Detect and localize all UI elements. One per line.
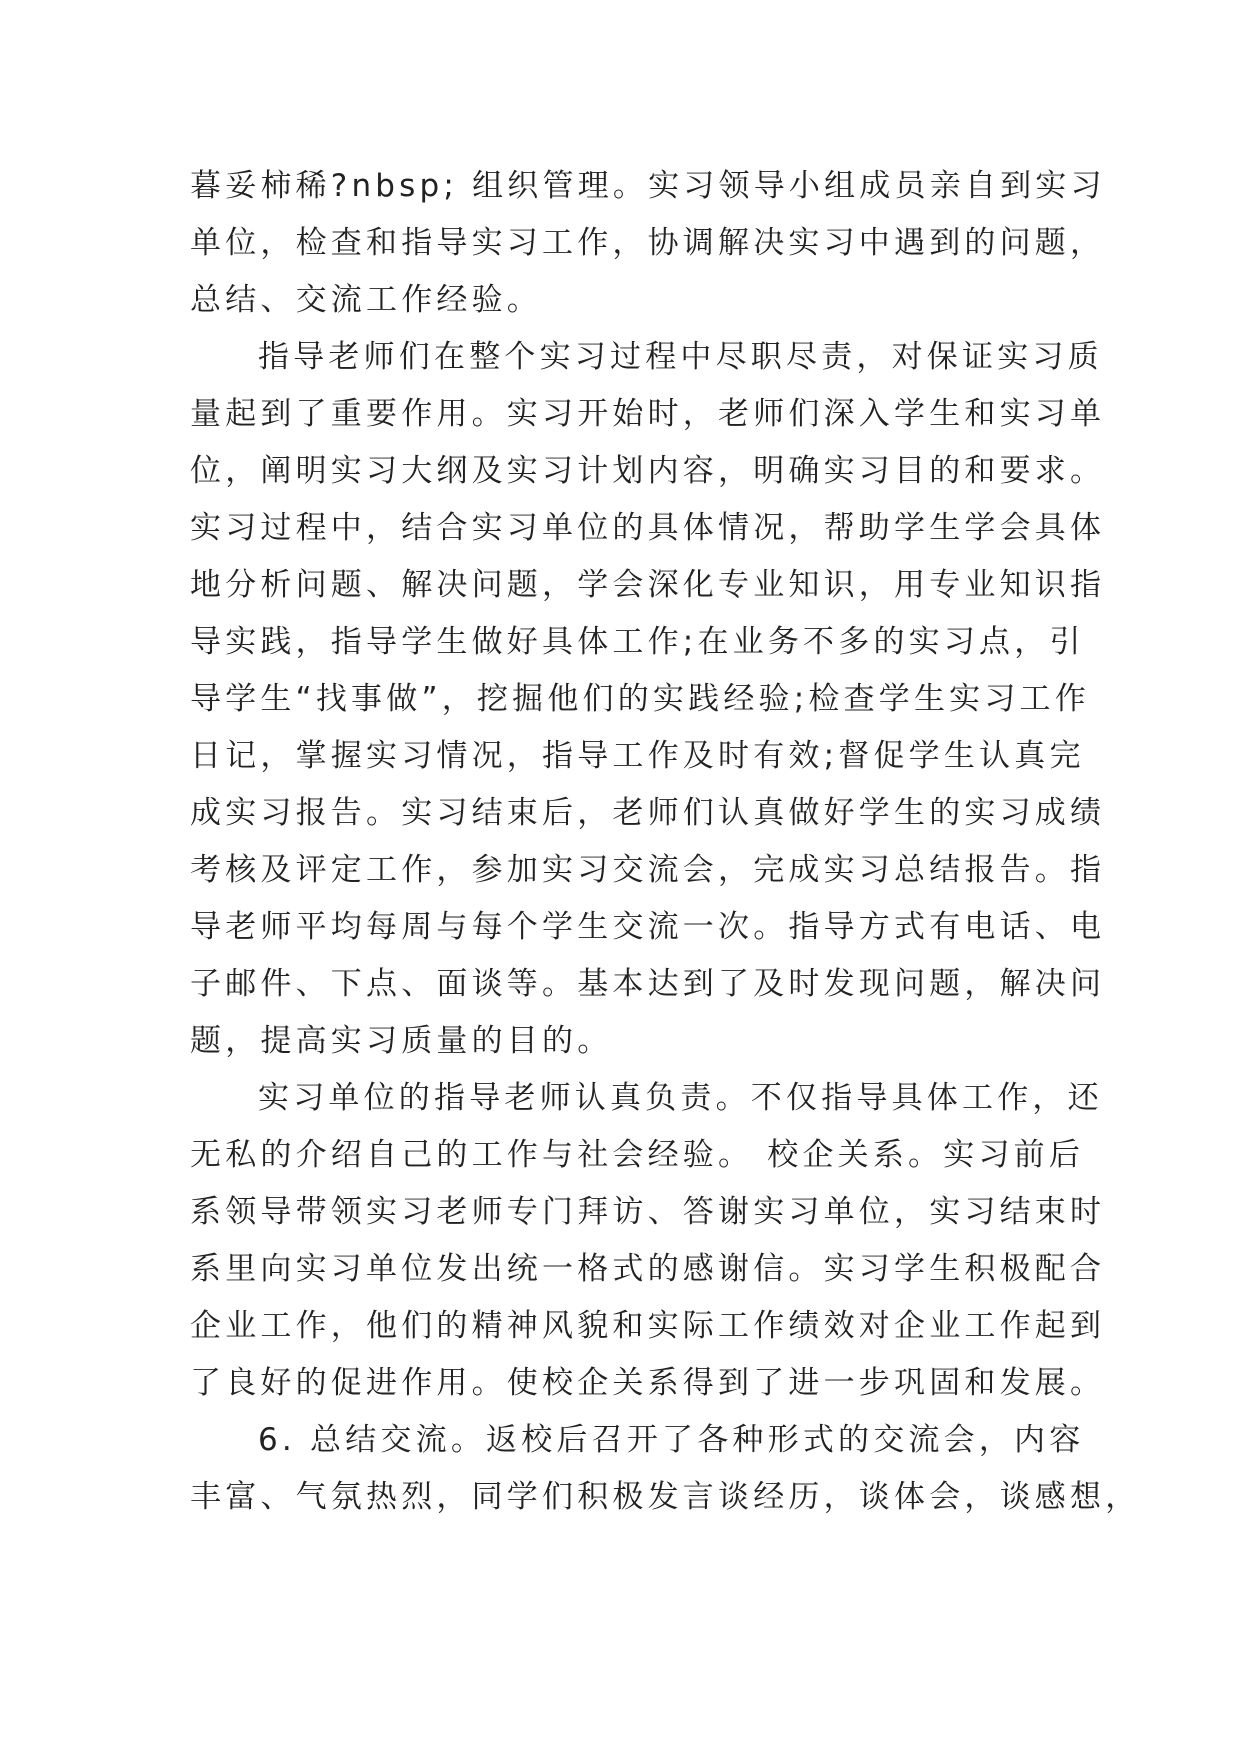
text-line: 量起到了重要作用。实习开始时，老师们深入学生和实习单: [190, 396, 1106, 432]
text-line: 日记，掌握实习情况，指导工作及时有效;督促学生认真完: [190, 738, 1085, 774]
text-line: 了良好的促进作用。使校企关系得到了进一步巩固和发展。: [190, 1365, 1106, 1401]
text-line: 导学生“找事做”，挖掘他们的实践经验;检查学生实习工作: [190, 681, 1090, 717]
text-line: 企业工作，他们的精神风貌和实际工作绩效对企业工作起到: [190, 1308, 1106, 1344]
text-line: 单位，检查和指导实习工作，协调解决实习中遇到的问题，: [190, 225, 1106, 261]
text-line: 地分析问题、解决问题，学会深化专业知识，用专业知识指: [190, 567, 1106, 603]
text-line: 总结、交流工作经验。: [190, 282, 542, 318]
text-line: 成实习报告。实习结束后，老师们认真做好学生的实习成绩: [190, 795, 1106, 831]
text-line: 题，提高实习质量的目的。: [190, 1023, 613, 1059]
text-line: 暮妥柿稀?nbsp; 组织管理。实习领导小组成员亲自到实习: [190, 168, 1106, 204]
text-line: 导实践，指导学生做好具体工作;在业务不多的实习点，引: [190, 624, 1085, 660]
text-line: 导老师平均每周与每个学生交流一次。指导方式有电话、电: [190, 909, 1106, 945]
text-line: 考核及评定工作，参加实习交流会，完成实习总结报告。指: [190, 852, 1106, 888]
text-line: 丰富、气氛热烈，同学们积极发言谈经历，谈体会，谈感想，: [190, 1479, 1141, 1515]
paragraph-first-line: 实习单位的指导老师认真负责。不仅指导具体工作，还: [258, 1080, 1103, 1116]
text-line: 实习过程中，结合实习单位的具体情况，帮助学生学会具体: [190, 510, 1106, 546]
paragraph-first-line: 6. 总结交流。返校后召开了各种形式的交流会，内容: [258, 1422, 1085, 1458]
text-line: 系里向实习单位发出统一格式的感谢信。实习学生积极配合: [190, 1251, 1106, 1287]
paragraph-first-line: 指导老师们在整个实习过程中尽职尽责，对保证实习质: [258, 339, 1103, 375]
text-line: 无私的介绍自己的工作与社会经验。 校企关系。实习前后: [190, 1137, 1085, 1173]
document-body: [190, 158, 1141, 1526]
text-line: 子邮件、下点、面谈等。基本达到了及时发现问题，解决问: [190, 966, 1106, 1002]
text-line: 系领导带领实习老师专门拜访、答谢实习单位，实习结束时: [190, 1194, 1106, 1230]
text-line: 位，阐明实习大纲及实习计划内容，明确实习目的和要求。: [190, 453, 1106, 489]
